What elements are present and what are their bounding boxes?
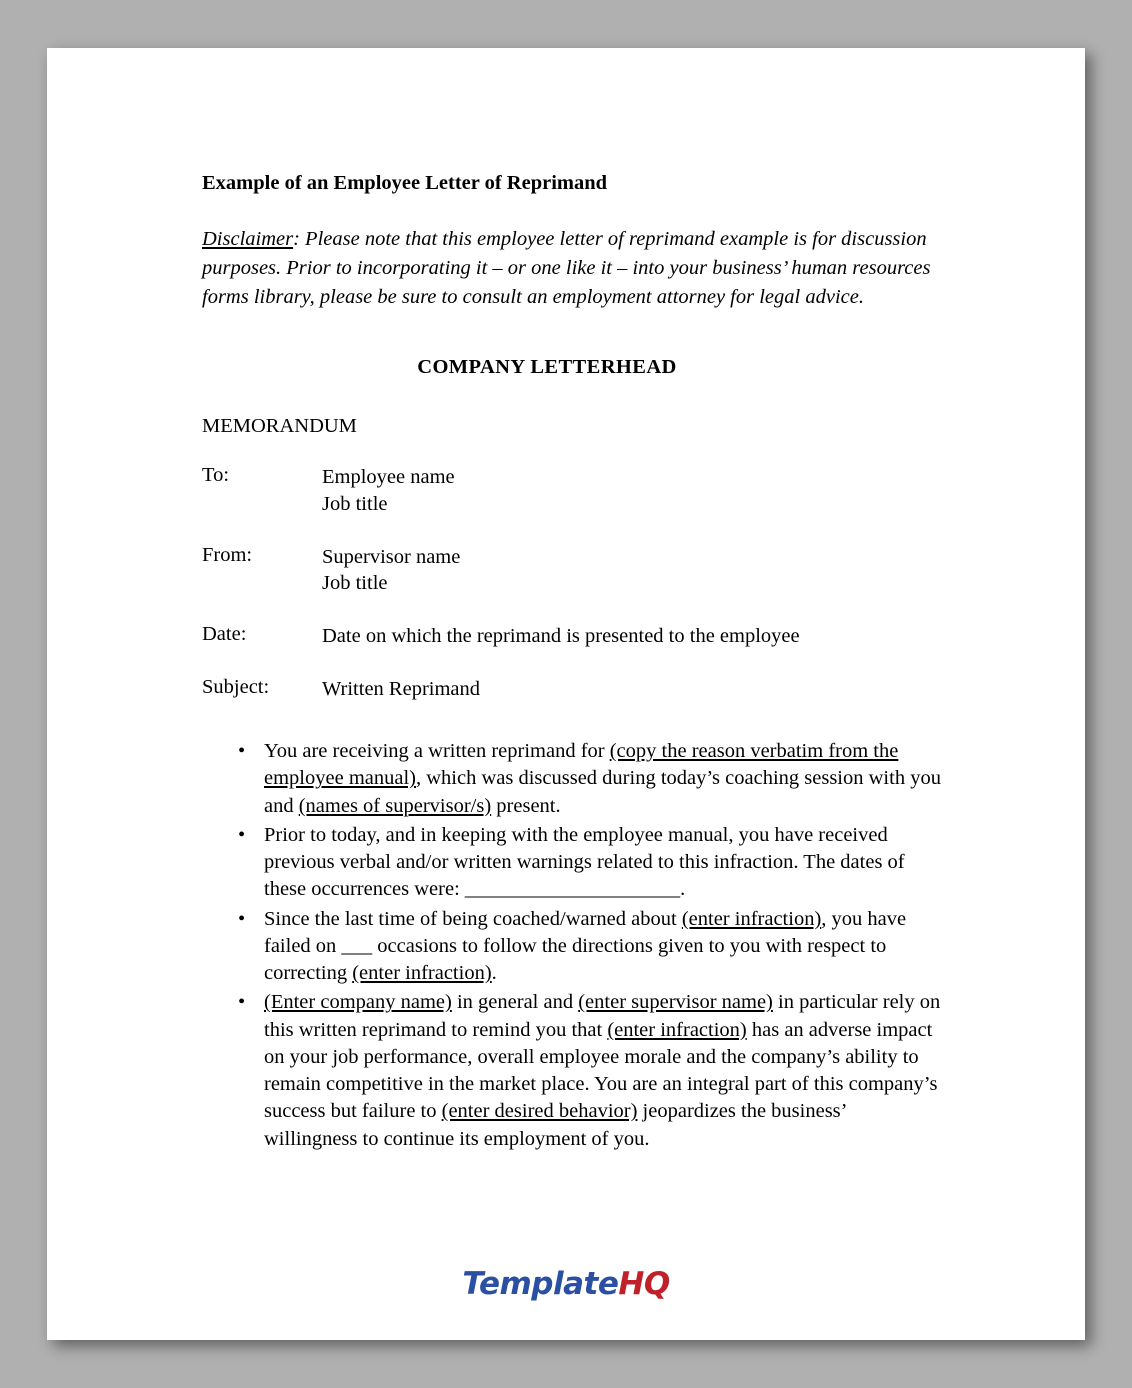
reprimand-bullet-list <box>202 738 942 1153</box>
bullet-text: jeopardizes the business’ willingness to continue its employment of you. <box>264 1100 846 1150</box>
disclaimer-text: : Please note that this employee letter of reprimand example is for discussion purposes. Prior to incorporating it – or one like it – into your business’ human resources forms library, please be sure to consult an employment attorney for legal advice. <box>202 228 931 309</box>
fill-in-placeholder: (enter supervisor name) <box>578 991 773 1014</box>
memorandum-label: MEMORANDUM <box>202 415 357 438</box>
templatehq-logo <box>47 1266 1085 1302</box>
fill-in-placeholder: (enter infraction) <box>607 1018 747 1041</box>
memo-row-date <box>202 623 942 650</box>
memo-value-from-line1: Supervisor name <box>322 545 461 568</box>
list-item <box>202 906 942 988</box>
bullet-text: You are receiving a written reprimand for <box>264 740 610 763</box>
list-item <box>202 989 942 1153</box>
logo-part-template: Template <box>462 1266 619 1302</box>
company-letterhead: COMPANY LETTERHEAD <box>417 356 677 379</box>
fill-in-placeholder: (enter infraction) <box>681 907 822 930</box>
memo-row-from <box>202 544 942 597</box>
list-item <box>202 738 942 820</box>
bullet-text: Prior to today, and in keeping with the employee manual, you have received previous verbal and/or written warnings related to this infraction. The dates of these occurrences were: _____________________. <box>264 823 905 901</box>
bullet-text: Since the last time of being coached/warned about <box>264 907 682 930</box>
memo-row-to <box>202 464 942 517</box>
document-body <box>202 48 942 1155</box>
page-title: Example of an Employee Letter of Reprimand <box>202 172 608 194</box>
fill-in-placeholder: (Enter company name) <box>264 991 452 1014</box>
memo-value-date: Date on which the reprimand is presented to the employee <box>322 624 800 647</box>
bullet-text: , you have failed on ___ occasions to follow the directions given to you with respect to correcting <box>264 907 907 985</box>
memo-value-from-line2: Job title <box>322 572 388 595</box>
memo-row-subject <box>202 676 942 703</box>
memo-value-to-line1: Employee name <box>322 466 455 489</box>
fill-in-placeholder: (enter infraction) <box>352 962 492 985</box>
bullet-text: in general and <box>451 991 579 1014</box>
logo-part-hq: HQ <box>618 1266 670 1302</box>
memo-value-to <box>322 464 455 517</box>
fill-in-placeholder: (copy the reason verbatim from the employee manual) <box>264 740 899 790</box>
memo-value-to-line2: Job title <box>322 492 388 515</box>
bullet-text: has an adverse impact on your job performance, overall employee morale and the company’s ability to remain competitive in the market place. You are an integral part of this company’s success but failure to <box>264 1018 938 1123</box>
memo-header-table <box>202 464 942 702</box>
memo-value-from <box>322 544 460 597</box>
disclaimer-label: Disclaimer <box>202 228 294 250</box>
document-page <box>47 48 1085 1340</box>
bullet-text: , which was discussed during today’s coaching session with you and <box>264 767 941 817</box>
list-item <box>202 822 942 904</box>
disclaimer-paragraph <box>202 225 942 312</box>
memo-label-subject: Subject: <box>202 675 270 698</box>
memo-label-to: To: <box>202 464 230 487</box>
memo-value-subject: Written Reprimand <box>322 677 481 700</box>
bullet-text: present. <box>491 794 561 817</box>
fill-in-placeholder: (names of supervisor/s) <box>298 794 492 817</box>
fill-in-placeholder: (enter desired behavior) <box>441 1100 638 1123</box>
bullet-text: . <box>491 962 497 985</box>
memo-label-date: Date: <box>202 622 247 645</box>
memo-label-from: From: <box>202 543 253 566</box>
bullet-text: in particular rely on this written reprimand to remind you that <box>264 991 941 1041</box>
